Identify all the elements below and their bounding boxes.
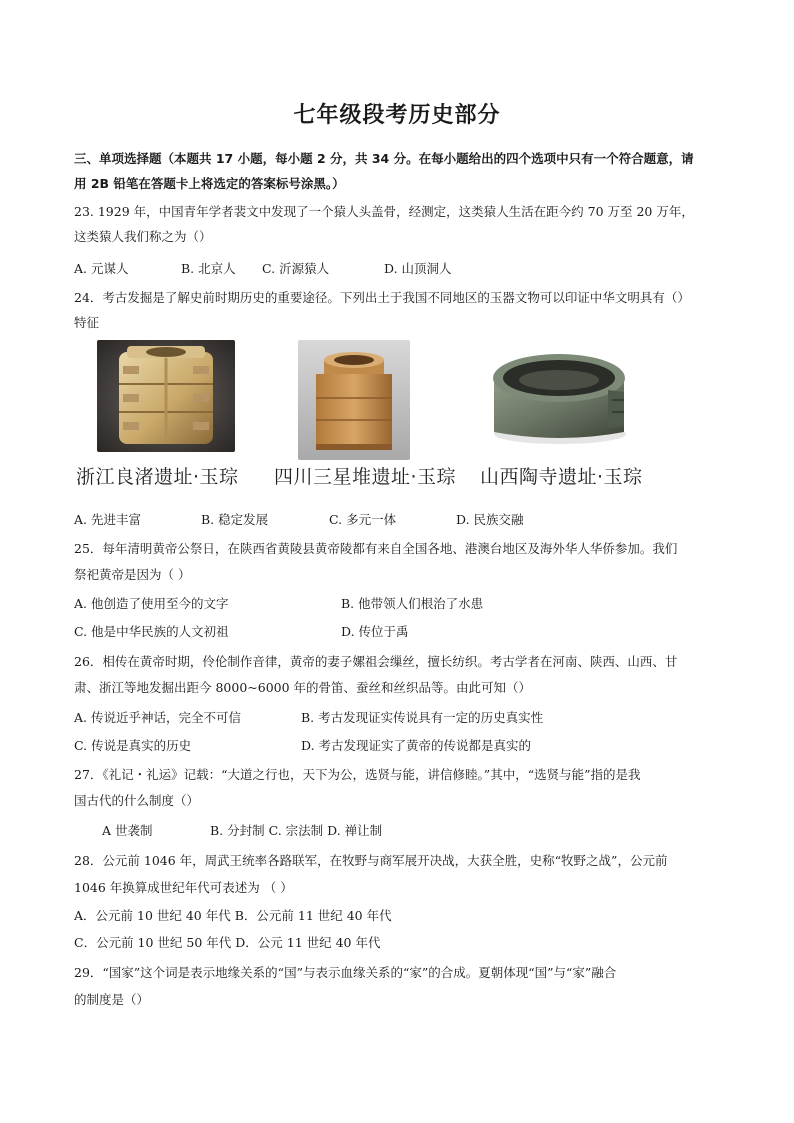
question-25-option-d: D. 传位于禹 <box>341 624 409 639</box>
section-header-line-2: 用 2B 铅笔在答题卡上将选定的答案标号涂黑。） <box>74 176 345 191</box>
question-24-option-a: A. 先进丰富 <box>74 512 141 527</box>
question-29-line-2: 的制度是（） <box>74 992 150 1007</box>
question-26-line-2: 肃、浙江等地发掘出距今 8000~6000 年的骨笛、蚕丝和丝织品等。由此可知（） <box>74 680 532 695</box>
question-26-option-d: D. 考古发现证实了黄帝的传说都是真实的 <box>301 738 532 753</box>
question-27-line-1: 27．《礼记・礼运》记载：“大道之行也，天下为公，选贤与能，讲信修睦。”其中，“选贤与能”指的是我 <box>74 767 641 782</box>
question-27-line-2: 国古代的什么制度（） <box>74 793 200 808</box>
question-25-option-b: B. 他带领人们根治了水患 <box>341 596 484 611</box>
question-24-option-b: B. 稳定发展 <box>201 512 269 527</box>
question-27-option-a: A 世袭制 <box>102 823 153 838</box>
caption-sanxingdui: 四川三星堆遗址·玉琮 <box>274 466 457 488</box>
question-23-option-c: C. 沂源猿人 <box>262 261 330 276</box>
question-26-line-1: 26．相传在黄帝时期，伶伦制作音律，黄帝的妻子嫘祖会缫丝，擅长纺织。考古学者在河南、陕西、山西、甘 <box>74 654 678 669</box>
question-26-option-c: C. 传说是真实的历史 <box>74 738 192 753</box>
question-26-option-a: A. 传说近乎神话，完全不可信 <box>74 710 241 725</box>
question-23-line-1: 23. 1929 年，中国青年学者裴文中发现了一个猿人头盖骨，经测定，这类猿人生活在距今约 70 万至 20 万年， <box>74 204 694 219</box>
question-28-options-cd: C．公元前 10 世纪 50 年代 D．公元 11 世纪 40 年代 <box>74 935 381 950</box>
question-23-option-d: D. 山顶洞人 <box>384 261 452 276</box>
question-25-line-2: 祭祀黄帝是因为（ ） <box>74 567 191 582</box>
taosi-jade-cong-photo <box>484 340 634 450</box>
question-23-option-b: B. 北京人 <box>181 261 236 276</box>
question-28-line-2: 1046 年换算成世纪年代可表述为 （ ） <box>74 880 293 895</box>
question-24-option-d: D. 民族交融 <box>456 512 524 527</box>
section-header-line-1: 三、单项选择题（本题共 17 小题，每小题 2 分，共 34 分。在每小题给出的四个选项中只有一个符合题意，请 <box>74 151 694 166</box>
liangzhu-jade-cong-photo <box>97 340 235 452</box>
question-24-option-c: C. 多元一体 <box>329 512 397 527</box>
question-23-option-a: A. 元谋人 <box>74 261 129 276</box>
question-23-line-2: 这类猿人我们称之为（） <box>74 229 212 244</box>
caption-liangzhu: 浙江良渚遗址·玉琮 <box>76 466 239 488</box>
question-25-option-a: A. 他创造了使用至今的文字 <box>74 596 229 611</box>
page-title: 七年级段考历史部分 <box>293 103 501 128</box>
question-28-line-1: 28．公元前 1046 年，周武王统率各路联军，在牧野与商军展开决战，大获全胜，史称“牧野之战”，公元前 <box>74 853 668 868</box>
question-25-line-1: 25．每年清明黄帝公祭日，在陕西省黄陵县黄帝陵都有来自全国各地、港澳台地区及海外华人华侨参加。我们 <box>74 541 678 556</box>
caption-taosi: 山西陶寺遗址·玉琮 <box>480 466 643 488</box>
question-24-line-2: 特征 <box>74 315 100 330</box>
question-26-option-b: B. 考古发现证实传说具有一定的历史真实性 <box>301 710 544 725</box>
question-29-line-1: 29．“国家”这个词是表示地缘关系的“国”与表示血缘关系的“家”的合成。夏朝体现“国”与“家”融合 <box>74 965 617 980</box>
question-25-option-c: C. 他是中华民族的人文初祖 <box>74 624 229 639</box>
question-24-line-1: 24．考古发掘是了解史前时期历史的重要途径。下列出土于我国不同地区的玉器文物可以印证中华文明具有（） <box>74 290 690 305</box>
question-27-options-bcd: B. 分封制 C. 宗法制 D. 禅让制 <box>210 823 383 838</box>
question-28-options-ab: A．公元前 10 世纪 40 年代 B．公元前 11 世纪 40 年代 <box>74 908 392 923</box>
sanxingdui-jade-cong-photo <box>298 340 410 460</box>
